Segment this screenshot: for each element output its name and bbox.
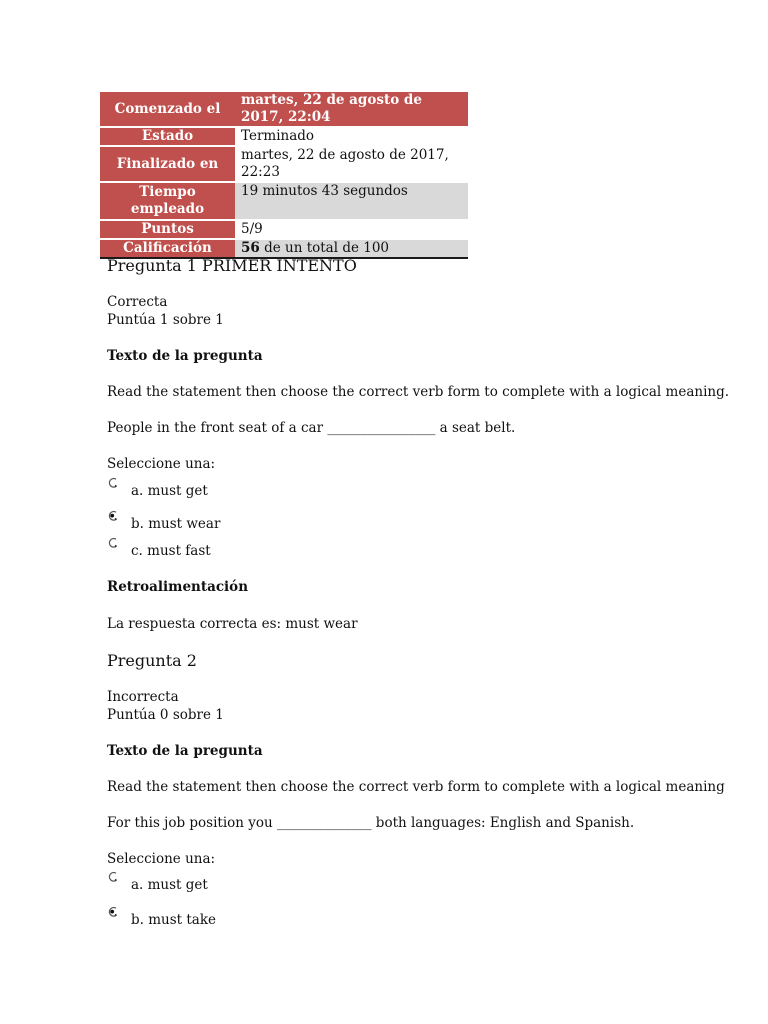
grade-value: 56	[241, 240, 260, 256]
radio-selected-icon[interactable]	[107, 906, 119, 918]
question-1-option-a[interactable]	[107, 483, 208, 499]
radio-selected-icon[interactable]	[107, 510, 119, 522]
summary-label: Puntos	[100, 220, 235, 239]
radio-unselected-icon[interactable]	[107, 537, 119, 549]
question-2-instruction: Read the statement then choose the correct verb form to complete with a logical meaning	[107, 779, 725, 795]
option-label: a. must get	[131, 483, 208, 499]
option-label: a. must get	[131, 877, 208, 893]
question-1-feedback-heading: Retroalimentación	[107, 579, 249, 595]
summary-label: Comenzado el	[100, 92, 235, 127]
question-1-text-heading: Texto de la pregunta	[107, 348, 263, 364]
question-1-select-prompt: Seleccione una:	[107, 456, 216, 472]
question-1-score: Puntúa 1 sobre 1	[107, 312, 224, 328]
question-1-option-b[interactable]	[107, 516, 220, 532]
summary-label: Tiempo empleado	[100, 182, 235, 220]
option-label: b. must take	[131, 912, 217, 928]
summary-row	[100, 127, 468, 146]
radio-unselected-icon[interactable]	[107, 871, 119, 883]
question-2-text-heading: Texto de la pregunta	[107, 743, 263, 759]
question-1-status: Correcta	[107, 294, 168, 310]
summary-value: martes, 22 de agosto de 2017, 22:04	[235, 92, 468, 127]
question-1-sentence: People in the front seat of a car ________________ a seat belt.	[107, 420, 516, 436]
option-label: c. must fast	[131, 543, 211, 559]
question-1-feedback: La respuesta correcta es: must wear	[107, 616, 358, 632]
summary-row	[100, 182, 468, 220]
summary-value: 19 minutos 43 segundos	[235, 182, 468, 220]
summary-row	[100, 220, 468, 239]
radio-unselected-icon[interactable]	[107, 477, 119, 489]
question-2-option-b[interactable]	[107, 912, 216, 928]
question-2-select-prompt: Seleccione una:	[107, 851, 216, 867]
summary-value: Terminado	[235, 127, 468, 146]
summary-value: martes, 22 de agosto de 2017, 22:23	[235, 146, 468, 182]
grade-total: de un total de 100	[259, 240, 390, 256]
question-2-status: Incorrecta	[107, 689, 179, 705]
option-label: b. must wear	[131, 516, 221, 532]
attempt-summary-table	[100, 92, 468, 259]
question-2-option-a[interactable]	[107, 877, 208, 893]
summary-row	[100, 146, 468, 182]
summary-value: 5/9	[235, 220, 468, 239]
summary-label: Estado	[100, 127, 235, 146]
summary-label: Finalizado en	[100, 146, 235, 182]
question-2-title: Pregunta 2	[107, 651, 197, 670]
question-1-option-c[interactable]	[107, 543, 211, 559]
summary-row	[100, 92, 468, 127]
question-1-instruction: Read the statement then choose the correct verb form to complete with a logical meaning.	[107, 384, 730, 400]
summary-label: Calificación	[100, 239, 235, 258]
question-1-title: Pregunta 1 PRIMER INTENTO	[107, 256, 357, 275]
question-2-score: Puntúa 0 sobre 1	[107, 707, 224, 723]
question-2-sentence: For this job position you ______________ both languages: English and Spanish.	[107, 815, 635, 831]
